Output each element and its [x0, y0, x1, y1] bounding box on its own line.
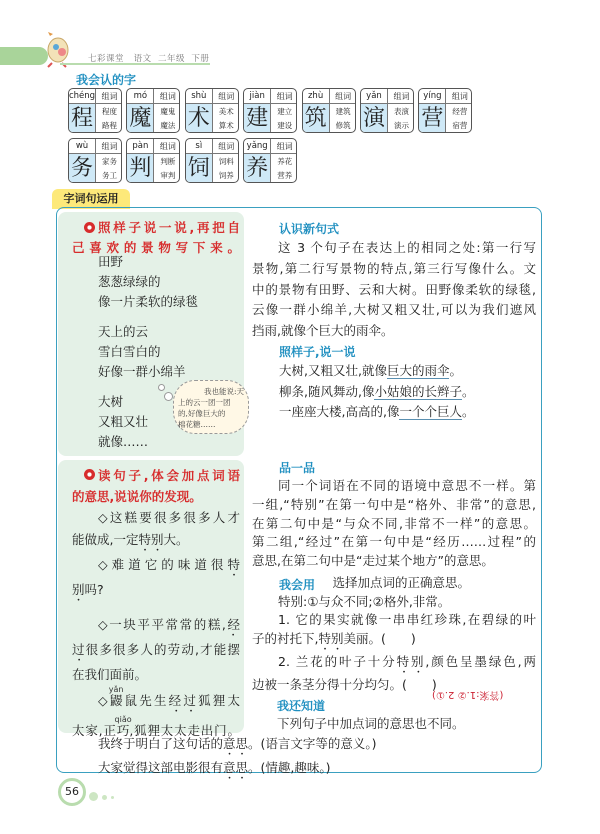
- text-segment: 葱葱绿绿的: [98, 274, 161, 289]
- word: 家务: [102, 157, 117, 166]
- text-line: [278, 477, 536, 496]
- header-bar: [0, 47, 48, 65]
- heading-savor: 品一品: [279, 461, 316, 475]
- emphasized-word: 特: [227, 556, 240, 572]
- heading-i-also-know: 我还知道: [277, 699, 326, 713]
- text-segment: 很多很多人的劳动,才能摆: [85, 641, 240, 657]
- text-line: [278, 238, 536, 259]
- character: 鼹: [108, 693, 124, 708]
- answer-key-inverted: (答案:1.② 2.①): [432, 689, 504, 700]
- character: 判: [127, 154, 154, 183]
- underlined-answer: 一个个巨人: [399, 404, 462, 419]
- character: 巧: [114, 723, 132, 738]
- text-line: [278, 653, 536, 676]
- character: 建: [244, 104, 271, 133]
- word: 表演: [394, 107, 409, 116]
- underlined-answer: 巨大的雨伞: [386, 363, 450, 378]
- text-segment: 特别:①与众不同;②格外,非常。: [278, 593, 451, 609]
- text-line: [278, 593, 450, 612]
- character: 务: [69, 154, 96, 183]
- text-segment: 就像……: [98, 434, 149, 449]
- word: 建立: [277, 107, 293, 116]
- text-segment: ◇难道它的味道很: [98, 556, 228, 572]
- text-line: [98, 685, 240, 715]
- text-line: [72, 579, 104, 604]
- words-label: 组词: [154, 139, 180, 154]
- text-segment: 挡雨,就像个巨大的雨伞。: [252, 323, 394, 339]
- word: 魔法: [160, 121, 176, 130]
- word: 修筑: [335, 121, 351, 130]
- savor-paragraph: [252, 477, 536, 571]
- character: 术: [186, 104, 213, 133]
- pinyin: mó: [127, 89, 154, 104]
- character-card: [126, 138, 180, 183]
- text-segment: 太家,正: [72, 723, 117, 738]
- text-line: [320, 574, 470, 593]
- text-segment: 柳条,随风舞动,像: [279, 383, 375, 399]
- character-card: [185, 88, 239, 133]
- emphasized-word: 别: [72, 581, 85, 597]
- character-card: [68, 138, 122, 183]
- text-line: [98, 758, 331, 782]
- text-line: [252, 552, 494, 571]
- character-card: [418, 88, 472, 133]
- emphasized-word: 经过: [168, 693, 199, 708]
- heading-imitate: 照样子,说一说: [279, 345, 356, 359]
- text-segment: 鼠先生: [122, 693, 169, 708]
- word: 建设: [277, 121, 293, 130]
- text-segment: 。: [461, 404, 475, 419]
- bubble-line: 棉花糖……: [178, 420, 216, 429]
- pinyin: yǎng: [244, 139, 271, 154]
- text-segment: 下列句子中加点词的意思也不同。: [277, 716, 465, 731]
- text-line: [72, 639, 240, 664]
- pinyin: pàn: [127, 139, 154, 154]
- text-segment: 意思,在第二句中是“走过某个地方”的意思。: [252, 553, 494, 569]
- word: 建筑: [335, 107, 351, 116]
- emphasized-word: 意思: [223, 736, 249, 751]
- text-line: [98, 734, 377, 758]
- text-line: [72, 529, 189, 554]
- pinyin: zhù: [303, 89, 330, 104]
- text-segment: 子的衬托下,: [252, 630, 319, 646]
- emphasized-word: 过: [72, 641, 86, 657]
- text-segment: 。: [461, 383, 475, 399]
- emphasized-word: 特别: [138, 531, 164, 547]
- text-segment: 又粗又壮: [98, 414, 149, 429]
- text-segment: ◇这糕要很多很多人才: [98, 510, 240, 525]
- decor-dot: [111, 796, 114, 799]
- text-segment: 大树,又粗又壮,就像: [279, 363, 387, 378]
- character-card: [185, 138, 239, 183]
- text-line: [252, 300, 536, 321]
- text-segment: 美丽。( ): [343, 630, 416, 646]
- character: 魔: [127, 104, 154, 133]
- text-line: [98, 392, 123, 412]
- text-line: [252, 321, 393, 342]
- word: 美术: [218, 107, 234, 116]
- word: 经营: [452, 107, 468, 116]
- text-line: [278, 611, 536, 630]
- words-label: 组词: [330, 89, 356, 104]
- pattern-paragraph: [252, 238, 536, 342]
- words-label: 组词: [154, 89, 180, 104]
- pinyin: shù: [186, 89, 213, 104]
- word: 饲养: [218, 171, 234, 180]
- imitate-examples: [279, 361, 474, 423]
- page-number: 56: [58, 778, 86, 806]
- text-line: [252, 280, 536, 301]
- words-label: 组词: [96, 89, 122, 104]
- text-segment: 我终于明白了这句话的: [98, 736, 224, 751]
- text-segment: 边被一条茎分得十分均匀。( ): [252, 676, 437, 692]
- words-label: 组词: [213, 89, 239, 104]
- words-label: 组词: [271, 139, 297, 154]
- character-card: [360, 88, 414, 133]
- text-segment: 2. 兰花的叶子十分: [278, 653, 397, 669]
- section-tab: 字词句运用: [52, 189, 130, 209]
- text-segment: 。(语言文字等的意义。): [248, 736, 377, 751]
- emphasized-word: 经: [225, 616, 240, 632]
- text-line: [98, 322, 148, 342]
- bubble-line: 的,好像巨大的: [178, 409, 226, 418]
- i-can-use-exercise: [252, 574, 536, 694]
- text-line: [98, 292, 198, 312]
- text-segment: 田野: [98, 254, 124, 269]
- text-segment: 这 3 个句子在表达上的相同之处:第一行写: [278, 240, 536, 255]
- text-line: [252, 496, 536, 515]
- text-line: [98, 342, 161, 362]
- character: 演: [361, 104, 388, 133]
- text-segment: ,狐狸太太走出门。: [129, 723, 240, 738]
- thought-bubble: [173, 380, 249, 434]
- text-segment: 大树: [98, 394, 124, 409]
- bubble-tail: [164, 392, 173, 401]
- words-label: 组词: [213, 139, 239, 154]
- text-line: [98, 252, 123, 272]
- word: 程度: [102, 107, 117, 116]
- word: 判断: [160, 157, 176, 166]
- word: 宿营: [452, 121, 468, 130]
- bubble-line: 我也能说:天: [203, 387, 244, 396]
- text-segment: 狐狸太: [198, 693, 240, 708]
- decor-dot: [89, 792, 98, 801]
- word: 养花: [277, 157, 293, 166]
- heading-i-can-use: 我会用: [279, 578, 316, 592]
- text-line: [98, 465, 240, 486]
- bubble-line: 上的云一团一团: [178, 398, 231, 407]
- text-line: [98, 362, 186, 382]
- character: 营: [419, 104, 446, 133]
- text-segment: ◇一块平平常常的糕,: [98, 616, 226, 632]
- text-segment: 。(情趣,趣味。): [248, 760, 331, 775]
- character-card: [243, 88, 297, 133]
- words-label: 组词: [446, 89, 472, 104]
- text-line: [98, 272, 161, 292]
- text-line: [252, 259, 536, 280]
- character: 饲: [186, 154, 213, 183]
- text-line: [252, 630, 416, 653]
- bubble-tail: [158, 384, 165, 391]
- text-segment: 在第二句中是“与众不同,非常不一样”的意思。: [252, 515, 536, 531]
- panel2-title: [72, 465, 240, 507]
- character-card: [243, 138, 297, 183]
- character: 养: [244, 154, 271, 183]
- decor-dot: [102, 795, 107, 800]
- word: 审判: [160, 171, 176, 180]
- text-line: [252, 515, 536, 534]
- character-card: [126, 88, 180, 133]
- text-segment: 能做成,一定: [72, 531, 139, 547]
- book-header: 七彩课堂 语文 二年级 下册: [88, 54, 210, 64]
- text-segment: 读句子,体会加点词语: [98, 468, 240, 483]
- text-segment: 。: [449, 363, 462, 378]
- words-label: 组词: [388, 89, 414, 104]
- character: 程: [69, 104, 96, 133]
- word: 魔鬼: [160, 107, 176, 116]
- word: 算术: [218, 121, 234, 130]
- text-segment: 大。: [163, 531, 189, 547]
- text-segment: 1. 它的果实就像一串串红珍珠,在碧绿的叶: [278, 612, 536, 628]
- pinyin: yǎn: [361, 89, 388, 104]
- text-line: [98, 412, 148, 432]
- text-line: [279, 361, 462, 382]
- words-label: 组词: [271, 89, 297, 104]
- character: 筑: [303, 104, 330, 133]
- character-card: [302, 88, 356, 133]
- pinyin: yíng: [419, 89, 446, 104]
- word: 路程: [102, 121, 117, 130]
- panel2-sentences: [72, 507, 240, 742]
- text-line: [279, 382, 474, 403]
- text-line: [72, 664, 147, 686]
- text-line: [279, 402, 474, 423]
- heading-new-pattern: 认识新句式: [279, 222, 340, 236]
- emphasized-word: 特别: [396, 653, 426, 669]
- text-segment: ◇: [98, 693, 110, 708]
- word: 营养: [277, 171, 293, 180]
- text-segment: 云像一群小绵羊,大树又粗又壮,可以为我们遮风: [252, 302, 536, 318]
- text-segment: 吗?: [84, 581, 104, 597]
- text-segment: 雪白雪白的: [98, 344, 161, 359]
- text-segment: 一座座大楼,高高的,像: [279, 404, 400, 419]
- text-segment: 天上的云: [98, 324, 149, 339]
- text-segment: 中的景物有田野、云和大树。田野像柔软的绿毯,: [252, 281, 536, 297]
- pinyin: yǎn: [108, 685, 124, 694]
- text-segment: 同一个词语在不同的语境中意思不一样。第: [278, 478, 536, 493]
- text-line: [98, 432, 148, 452]
- emphasized-word: 意思: [223, 760, 249, 775]
- words-label: 组词: [96, 139, 122, 154]
- meaning-examples: [98, 734, 377, 782]
- text-line: [98, 614, 240, 639]
- pinyin: wù: [69, 139, 96, 154]
- text-segment: 景物,第二行写景物的特点,第三行写像什么。文: [252, 260, 536, 276]
- pinyin: qiǎo: [114, 715, 132, 724]
- underlined-answer: 小姑娘的长辫子: [374, 383, 462, 399]
- text-segment: 第二组,“经过”在第一句中是“经历……过程”的: [252, 534, 536, 550]
- text-segment: 的意思,说说你的发现。: [72, 489, 202, 504]
- text-segment: 大家觉得这部电影很有: [98, 760, 224, 775]
- text-segment: 照样子说一说,再把自: [98, 220, 240, 235]
- section-title-characters: 我会认的字: [76, 73, 137, 87]
- text-line: [98, 554, 240, 579]
- pinyin: chéng: [69, 89, 96, 104]
- text-line: [252, 676, 437, 695]
- text-segment: ,颜色呈墨绿色,两: [425, 653, 536, 669]
- also-know-text: [277, 714, 465, 733]
- pinyin: jiàn: [244, 89, 271, 104]
- word: 务工: [102, 171, 117, 180]
- annotated-character: [108, 685, 124, 708]
- text-segment: 在我们面前。: [72, 666, 148, 682]
- text-line: [98, 218, 240, 238]
- text-line: [277, 714, 465, 733]
- text-segment: 选择加点词的正确意思。: [320, 575, 471, 590]
- word: 演示: [394, 121, 409, 130]
- text-segment: 好像一群小绵羊: [98, 364, 186, 379]
- emphasized-word: 特别: [318, 630, 344, 646]
- word: 饲料: [218, 157, 234, 166]
- text-segment: 一组,“特别”在第一句中是“格外、非常”的意思,: [252, 496, 536, 512]
- pinyin: sì: [186, 139, 213, 154]
- character-card: [68, 88, 122, 133]
- text-line: [98, 507, 240, 529]
- text-segment: 像一片柔软的绿毯: [98, 294, 199, 309]
- text-line: [252, 533, 536, 552]
- text-line: [72, 486, 202, 507]
- text-segment: 己喜欢的景物写下来。: [72, 240, 240, 255]
